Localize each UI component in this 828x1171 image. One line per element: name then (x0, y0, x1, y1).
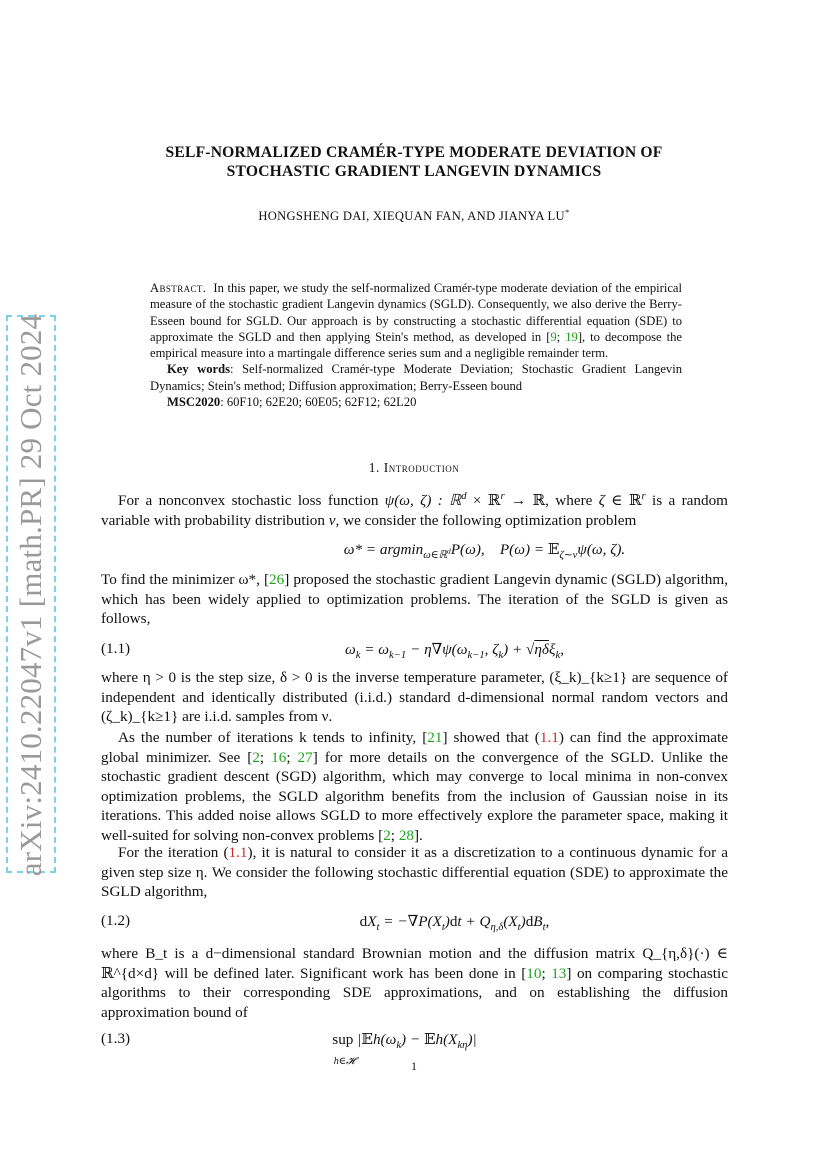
author-footnote-mark: * (564, 207, 570, 217)
parameters-text: where η > 0 is the step size, δ > 0 is the inverse temperature parameter, (ξ_k)_{k≥1} are sequence of independent and identically distributed (i.i.d.) standard d-dimensional normal random vectors and (ζ_k)_{k≥1} are i.i.d. samples from ν. (101, 669, 728, 726)
paragraph-parameters (101, 668, 728, 727)
title-line-1: SELF-NORMALIZED CRAMÉR-TYPE MODERATE DEVIATION OF (165, 144, 663, 161)
citation-link[interactable]: 28 (398, 826, 414, 844)
citation-link[interactable]: 19 (565, 329, 578, 344)
citation-link[interactable]: 26 (269, 571, 285, 588)
title-line-2: STOCHASTIC GRADIENT LANGEVIN DYNAMICS (226, 163, 602, 180)
author-names: HONGSHENG DAI, XIEQUAN FAN, AND JIANYA LU (258, 209, 565, 224)
page-number: 1 (411, 1059, 417, 1073)
equation-ref-link[interactable]: 1.1 (228, 844, 248, 861)
equation-label: (1.1) (101, 640, 131, 657)
paper-page: arXiv:2410.22047v1 [math.PR] 29 Oct 2024 SELF-NORMALIZED CRAMÉR-TYPE MODERATE DEVIATION OF STOCHASTIC GRADIENT LANGEVIN DYNAMICS HONGSHENG DAI, XIEQUAN FAN, AND JIANYA LU* Abstract. In this paper, we study the self-normalized Cramér-type moderate deviation of the empirical measure of the stochastic gradient Langevin dynamics (SGLD). Consequently, we also derive the Berry-Esseen bound for SGLD. Our approach is by constructing a stochastic differential equation (SDE) to approximate the SGLD and then applying Stein's method, as developed in [9; 19], to decompose the empirical measure into a martingale difference series sum and a negligible remainder term. Key words: Self-normalized Cramér-type Moderate Deviation; Stochastic Gradient Langevin Dynamics; Stein's method; Diffusion approximation; Berry-Esseen bound MSC2020: 60F10; 62E20; 60E05; 62F12; 62L20 1. Introduction For a nonconvex stochastic loss function ψ(ω, ζ) : ℝ$^d$ × ℝ$^r$ → ℝ, where ζ ∈ ℝ$^r$ is a random variable with probability distribution ν, we consider the following optimization problem ω* = argmin$_{\omega\in ℝ^d}$P(ω), P(ω) = 𝔼$_{\zeta\sim\nu}$ψ(ω, ζ). To find the minimizer ω*, [26] proposed the stochastic gradient Langevin dynamic (SGLD) algorithm, which has been widely applied to optimization problems. The iteration of the SGLD is given as follows, (1.1) $\omega_k = \omega_{k-1} - \eta\nabla\psi(\omega_{k-1}$, $\zeta_k) + √\eta\delta\xi_k$, where η > 0 is the step size, δ > 0 is the inverse temperature parameter, (ξ_k)_{k≥1} are sequence of independent and identically distributed (i.i.d.) standard d-dimensional normal random vectors and (ζ_k)_{k≥1} are i.i.d. samples from ν. As the number of iterations k tends to infinity, [21] showed that (1.1) can find the approximate global minimizer. See [2; 16; 27] for more details on the convergence of the SGLD. Unlike the stochastic gradient descent (SGD) algorithm, which may converge to local minima in non-convex optimization problems, the SGLD algorithm benefits from the inclusion of Gaussian noise in its iterations. This added noise allows SGLD to more effectively explore the parameter space, making it well-suited for solving non-convex problems [2; 28]. For the iteration (1.1), it is natural to consider it as a discretization to a continuous dynamic for a given step size η. We consider the following stochastic differential equation (SDE) to approximate the SGLD algorithm, (1.2) $dX_t = -\nabla P(X_t)dt + Q_{\eta,\delta}(X_t)dB_t$, where B_t is a d−dimensional standard Brownian motion and the diffusion matrix Q_{η,δ}(·) ∈ ℝ^{d×d} will be defined later. Significant work has been done in [10; 13] on comparing stochastic algorithms to their corresponding SDE approximations, and on establishing the diffusion approximation bound of (1.3) sup $|𝔼h(\omega_k)$ − $𝔼h(X_{k\eta})|$ h∈𝓗 1 (0, 0, 828, 1171)
arxiv-side-stamp (6, 315, 58, 875)
paragraph-sgld-def: To find the minimizer ω*, [26] proposed the stochastic gradient Langevin dynamic (SGLD) algorithm, which has been widely applied to optimization problems. The iteration of the SGLD is given as follows, (101, 571, 728, 628)
equation-ref-link[interactable]: 1.1 (539, 729, 559, 746)
paragraph-diffusion: where B_t is a d−dimensional standard Brownian motion and the diffusion matrix Q_{η,δ}(·) ∈ ℝ^{d×d} will be defined later. Significant work has been done in [10; 13] on comparing stochastic algorithms to their corresponding SDE approximations, and on establishing the diffusion approximation bound of (101, 945, 728, 1021)
citation-link[interactable]: 10 (526, 964, 542, 982)
abstract (150, 280, 682, 410)
section-heading: 1. Introduction (368, 460, 460, 475)
abstract-heading: Abstract. (150, 281, 207, 295)
citation-link[interactable]: 27 (297, 748, 313, 766)
citation-link[interactable]: 9 (550, 329, 557, 344)
citation-link[interactable]: 16 (271, 748, 287, 766)
citation-link[interactable]: 2 (252, 748, 260, 766)
keywords: Key words: Self-normalized Cramér-type Moderate Deviation; Stochastic Gradient Langevin Dynamics; Stein's method; Diffusion approximation; Berry-Esseen bound (150, 362, 682, 393)
paper-title (100, 143, 728, 181)
citation-link[interactable]: 2 (383, 826, 391, 844)
keywords-label: Key words (167, 362, 231, 377)
paragraph-convergence: As the number of iterations k tends to infinity, [21] showed that (1.1) can find the approximate global minimizer. See [2; 16; 27] for more details on the convergence of the SGLD. Unlike the stochastic gradient descent (SGD) algorithm, which may converge to local minima in non-convex optimization problems, the SGLD algorithm benefits from the inclusion of Gaussian noise in its iterations. This added noise allows SGLD to more effectively explore the parameter space, making it well-suited for solving non-convex problems [2; 28]. (101, 729, 728, 844)
paragraph-sde: For the iteration (1.1), it is natural to consider it as a discretization to a continuous dynamic for a given step size η. We consider the following stochastic differential equation (SDE) to approximate the SGLD algorithm, (101, 844, 728, 901)
stamp-text: arXiv:2410.22047v1 [math.PR] 29 Oct 2024 (13, 313, 48, 877)
citation-link[interactable]: 13 (551, 964, 567, 982)
msc-classification: MSC2020: 60F10; 62E20; 60E05; 62F12; 62L20 (167, 395, 417, 410)
citation-link[interactable]: 21 (427, 729, 443, 746)
equation-label: (1.2) (101, 912, 131, 929)
author-list (100, 207, 728, 224)
equation-label: (1.3) (101, 1030, 131, 1047)
abstract-body: Abstract. In this paper, we study the self-normalized Cramér-type moderate deviation of the empirical measure of the stochastic gradient Langevin dynamics (SGLD). Consequently, we also derive the Berry-Esseen bound for SGLD. Our approach is by constructing a stochastic differential equation (SDE) to approximate the SGLD and then applying Stein's method, as developed in [9; 19], to decompose the empirical measure into a martingale difference series sum and a negligible remainder term. (150, 281, 682, 361)
paragraph-intro: For a nonconvex stochastic loss function ψ(ω, ζ) : ℝ$^d$ × ℝ$^r$ → ℝ, where ζ ∈ ℝ$^r$ is a random variable with probability distribution ν, we consider the following optimization problem (101, 491, 728, 529)
msc-label: MSC2020 (167, 395, 221, 410)
